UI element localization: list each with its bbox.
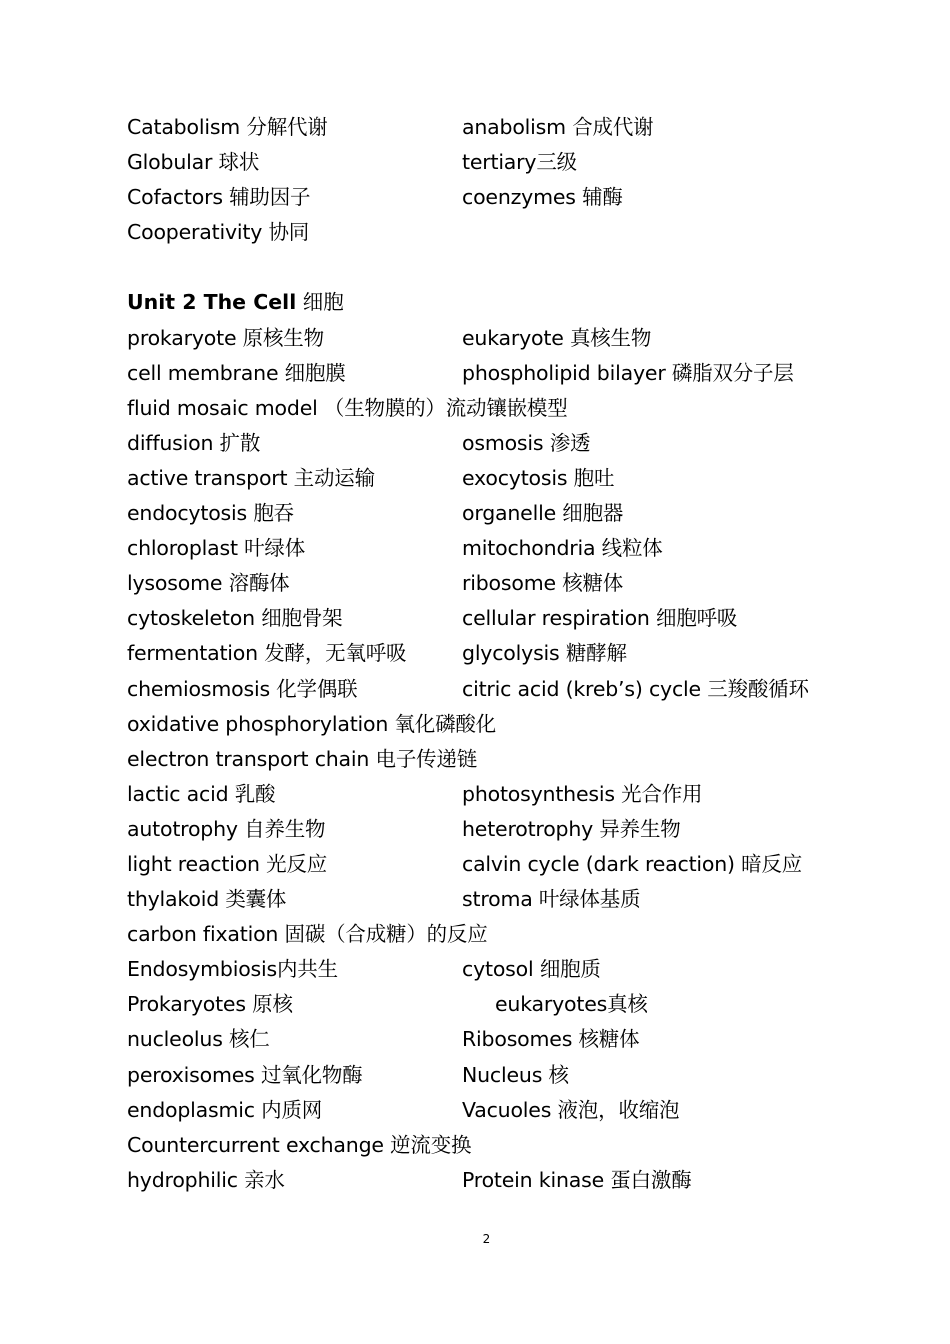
term-right: photosynthesis 光合作用: [462, 781, 703, 806]
term-left: endoplasmic 内质网: [127, 1097, 323, 1122]
term-left: light reaction 光反应: [127, 851, 328, 876]
glossary-content: [127, 110, 847, 1198]
term-left: fluid mosaic model （生物膜的）流动镶嵌模型: [127, 395, 568, 420]
term-left: Countercurrent exchange 逆流变换: [127, 1132, 472, 1157]
term-left: active transport 主动运输: [127, 465, 375, 490]
term-right: stroma 叶绿体基质: [462, 887, 641, 912]
term-right: cellular respiration 细胞呼吸: [462, 606, 738, 631]
term-left: chloroplast 叶绿体: [127, 536, 306, 561]
term-right: cytosol 细胞质: [462, 957, 601, 982]
term-right: ribosome 核糖体: [462, 571, 624, 596]
term-left: electron transport chain 电子传递链: [127, 746, 478, 771]
term-right: eukaryote 真核生物: [462, 325, 652, 350]
glossary-row: [127, 812, 847, 847]
term-left: cytoskeleton 细胞骨架: [127, 606, 343, 631]
glossary-row: [127, 847, 847, 882]
glossary-row: [127, 987, 847, 1022]
section-heading-chinese: 细胞: [296, 290, 344, 315]
term-right: osmosis 渗透: [462, 430, 591, 455]
term-right: Protein kinase 蛋白激酶: [462, 1167, 692, 1192]
term-right: citric acid (kreb’s) cycle 三羧酸循环: [462, 676, 809, 701]
section-heading: [127, 285, 847, 320]
term-left: autotrophy 自养生物: [127, 816, 326, 841]
term-left: Globular 球状: [127, 150, 260, 175]
term-right: phospholipid bilayer 磷脂双分子层: [462, 360, 794, 385]
term-left: fermentation 发酵，无氧呼吸: [127, 641, 407, 666]
page-number: 2: [482, 1232, 491, 1246]
glossary-row: [127, 917, 847, 952]
term-left: peroxisomes 过氧化物酶: [127, 1062, 363, 1087]
term-right: exocytosis 胞吐: [462, 465, 615, 490]
glossary-row: [127, 1022, 847, 1057]
term-left: Endosymbiosis内共生: [127, 957, 338, 982]
term-left: endocytosis 胞吞: [127, 501, 294, 526]
glossary-row: [127, 566, 847, 601]
term-left: chemiosmosis 化学偶联: [127, 676, 358, 701]
glossary-row: [127, 952, 847, 987]
glossary-row: [127, 180, 847, 215]
glossary-row: [127, 601, 847, 636]
glossary-row: [127, 707, 847, 742]
term-left: oxidative phosphorylation 氧化磷酸化: [127, 711, 496, 736]
term-right: anabolism 合成代谢: [462, 115, 654, 139]
term-right: calvin cycle (dark reaction) 暗反应: [462, 851, 803, 876]
section-heading-title: Unit 2 The Cell: [127, 290, 297, 315]
term-right: organelle 细胞器: [462, 501, 624, 526]
glossary-row: [127, 672, 847, 707]
glossary-row: [127, 1163, 847, 1198]
term-left: lactic acid 乳酸: [127, 781, 276, 806]
term-left: carbon fixation 固碳（合成糖）的反应: [127, 922, 488, 947]
glossary-row: [127, 742, 847, 777]
glossary-row: [127, 777, 847, 812]
glossary-row: [127, 391, 847, 426]
term-right: heterotrophy 异养生物: [462, 816, 681, 841]
term-right: Vacuoles 液泡，收缩泡: [462, 1097, 680, 1122]
term-right: eukaryotes真核: [495, 992, 648, 1017]
glossary-row: [127, 1058, 847, 1093]
term-left: prokaryote 原核生物: [127, 325, 324, 350]
term-left: Catabolism 分解代谢: [127, 115, 328, 139]
glossary-row: [127, 356, 847, 391]
section-spacer: [127, 250, 847, 285]
term-right: mitochondria 线粒体: [462, 536, 663, 561]
term-right: Nucleus 核: [462, 1062, 569, 1087]
glossary-row: [127, 496, 847, 531]
term-right: tertiary三级: [462, 150, 577, 175]
term-left: Cooperativity 协同: [127, 220, 310, 245]
term-right: glycolysis 糖酵解: [462, 641, 627, 666]
glossary-row: [127, 461, 847, 496]
glossary-row: [127, 531, 847, 566]
term-left: Prokaryotes 原核: [127, 992, 293, 1017]
section-heading-text: [127, 285, 344, 320]
term-right: coenzymes 辅酶: [462, 185, 623, 210]
term-left: Cofactors 辅助因子: [127, 185, 311, 210]
term-left: hydrophilic 亲水: [127, 1167, 285, 1192]
term-left: diffusion 扩散: [127, 430, 261, 455]
glossary-row: [127, 1093, 847, 1128]
term-left: thylakoid 类囊体: [127, 887, 287, 912]
glossary-row: [127, 321, 847, 356]
glossary-row: [127, 882, 847, 917]
glossary-row: [127, 145, 847, 180]
term-left: nucleolus 核仁: [127, 1027, 270, 1052]
glossary-row: [127, 215, 847, 250]
term-left: lysosome 溶酶体: [127, 571, 290, 596]
glossary-row: [127, 1128, 847, 1163]
glossary-row: [127, 110, 847, 145]
glossary-row: [127, 426, 847, 461]
term-right: Ribosomes 核糖体: [462, 1027, 640, 1052]
glossary-row: [127, 636, 847, 671]
term-left: cell membrane 细胞膜: [127, 360, 346, 385]
